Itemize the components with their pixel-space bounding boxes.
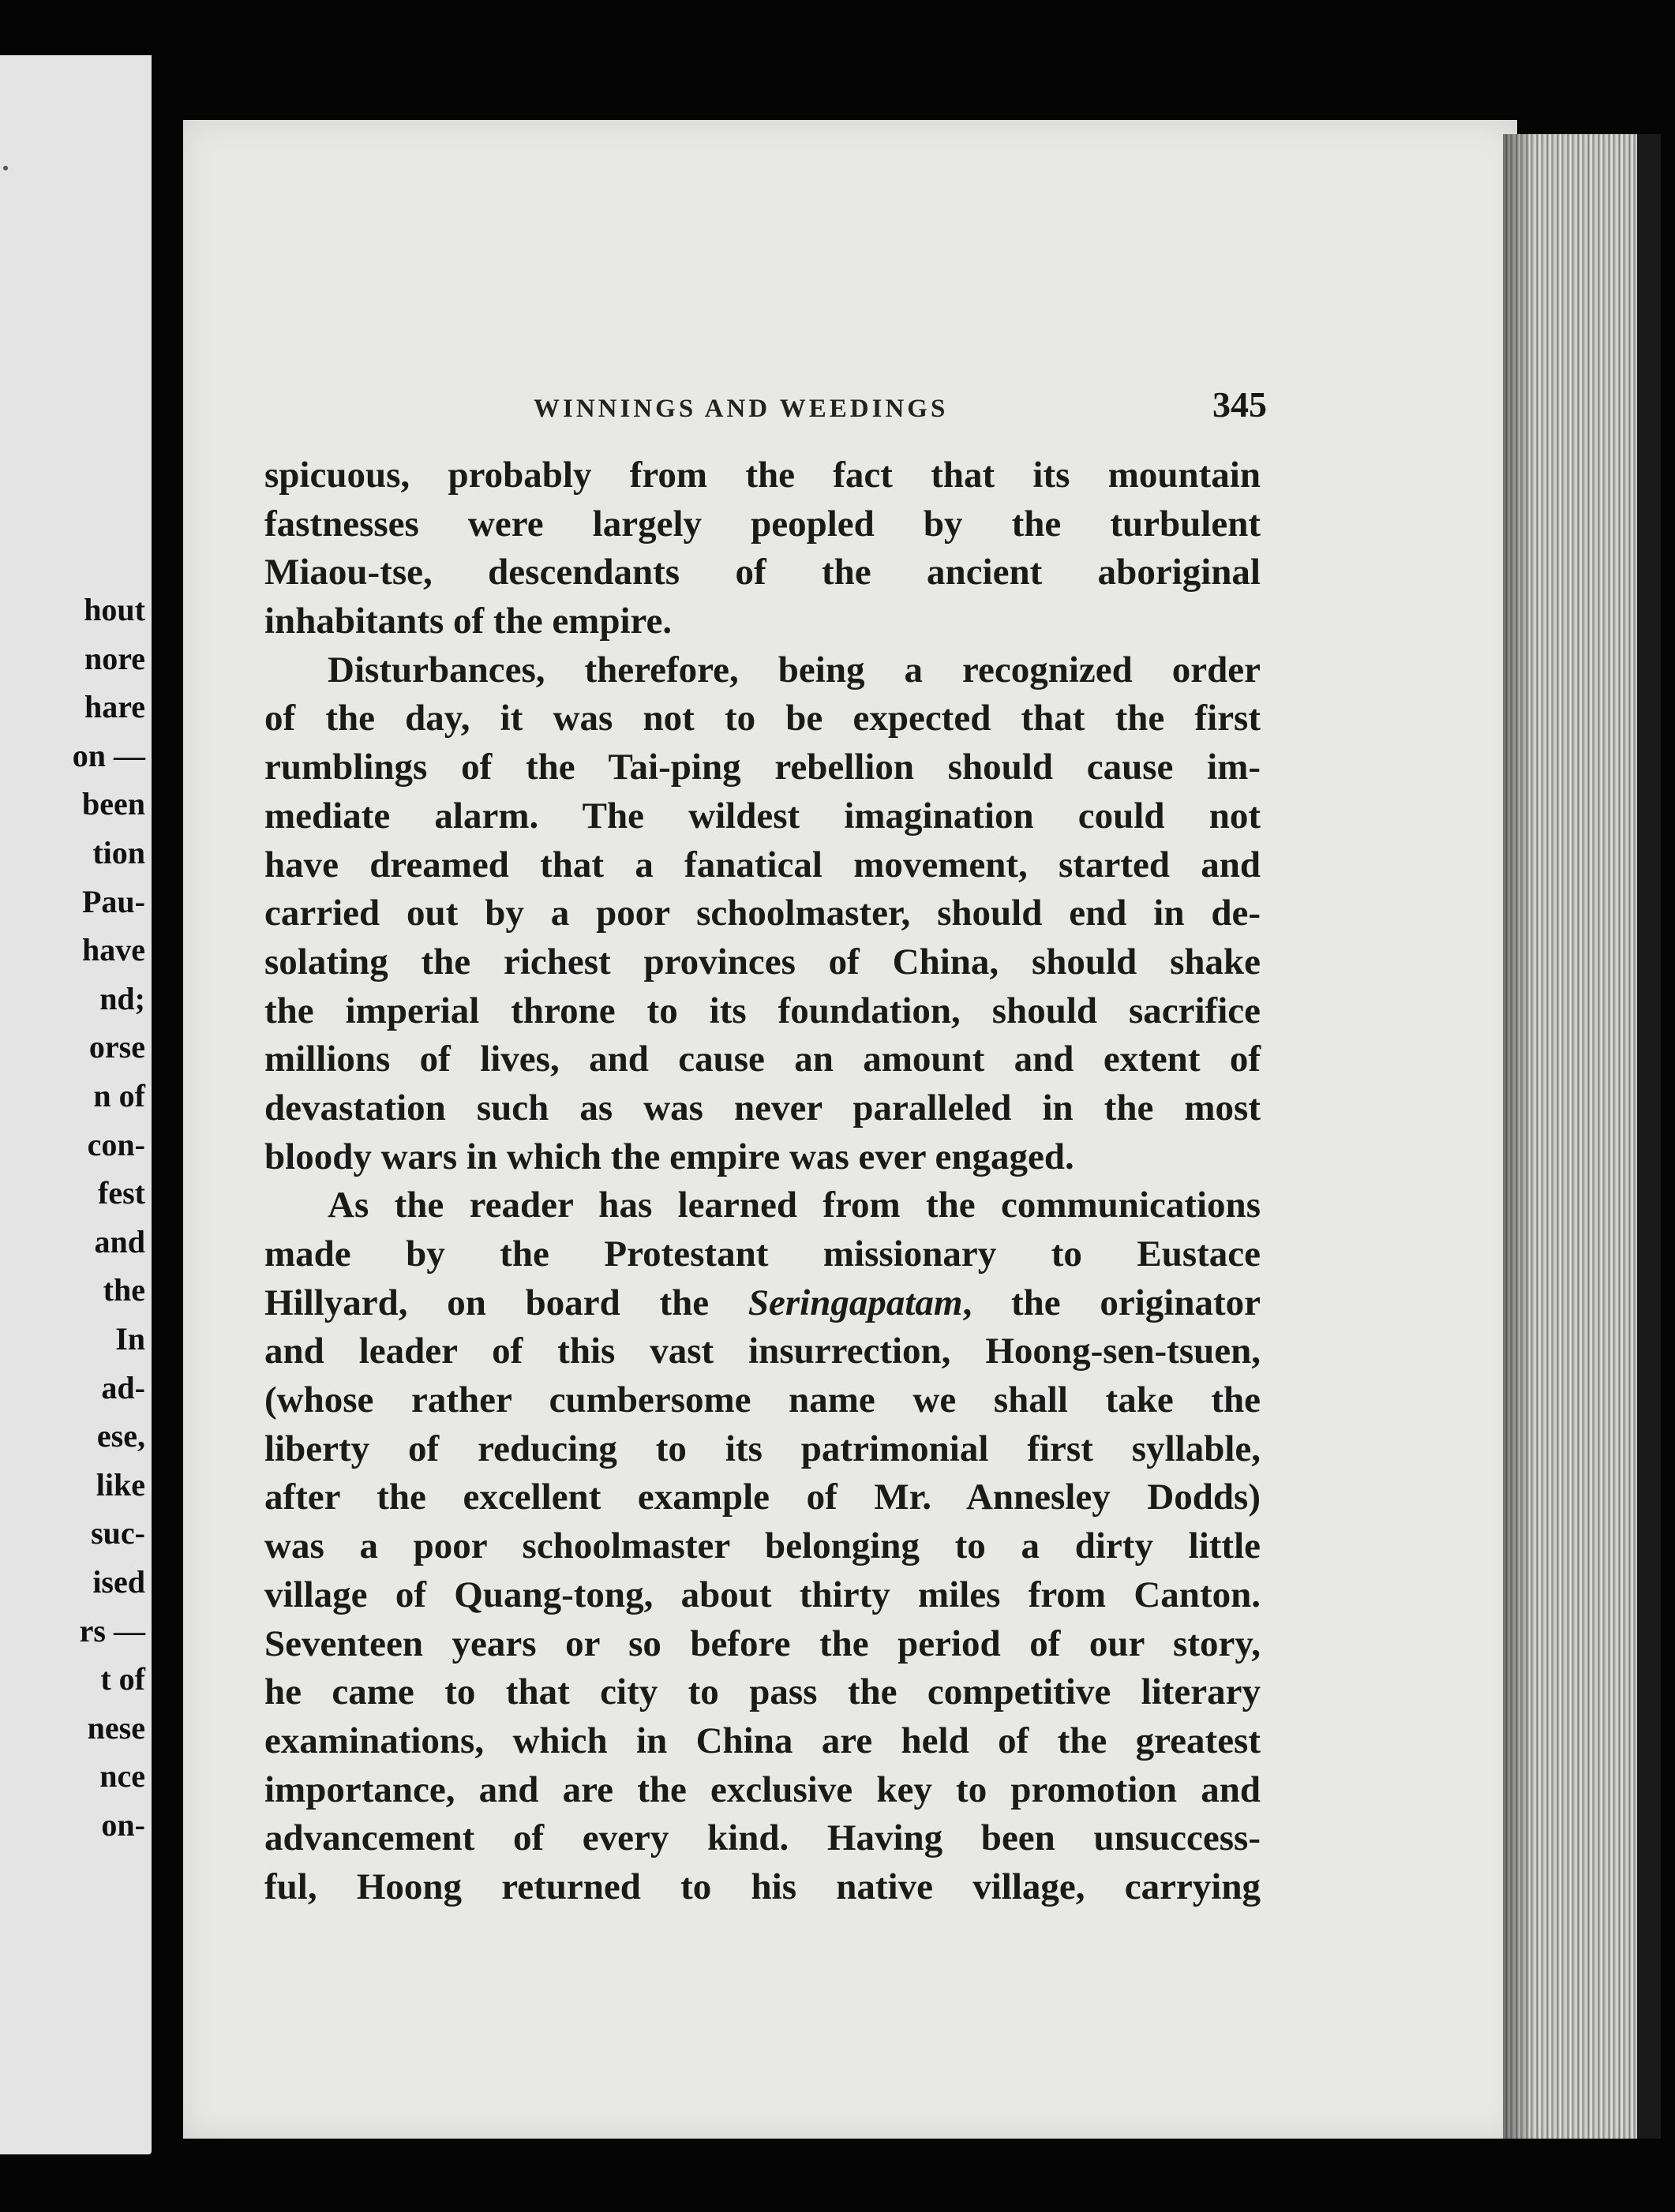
text-line: millions of lives, and cause an amount and extent of [264,1039,1261,1080]
page-header [355,384,1267,434]
left-page-fragment: been [82,786,145,822]
left-page-fragment: orse [88,1029,145,1065]
left-page-fragment: hare [84,689,145,725]
left-page-fragment: ad- [101,1369,145,1405]
text-line: mediate alarm. The wildest imagination could not [264,795,1261,837]
left-page-fragment: In [115,1321,145,1357]
text-line: importance, and are the exclusive key to promotion and [264,1768,1261,1810]
text-line: Disturbances, therefore, being a recognized order [328,649,1261,691]
text-line: examinations, which in China are held of the greatest [264,1720,1261,1761]
text-segment: , the originator [962,1282,1261,1323]
text-line: rumblings of the Tai-ping rebellion should cause im- [264,747,1261,788]
text-line: Seventeen years or so before the period of our story, [264,1623,1261,1664]
text-segment: Hillyard, on board the [264,1282,748,1323]
text-line: the imperial throne to its foundation, should sacrifice [264,990,1261,1031]
ship-name: Seringapatam [748,1282,963,1323]
text-line: he came to that city to pass the competitive literary [264,1671,1261,1713]
text-line: was a poor schoolmaster belonging to a dirty little [264,1525,1261,1567]
left-page-fragment: con- [87,1126,145,1162]
text-line: devastation such as was never paralleled in the most [264,1087,1261,1128]
text-line: solating the richest provinces of China, should shake [264,941,1261,982]
left-page-fragment: on- [101,1807,145,1843]
text-line: and leader of this vast insurrection, Hoong-sen-tsuen, [264,1331,1261,1372]
text-line: made by the Protestant missionary to Eustace [264,1233,1261,1274]
left-page-fragment: ese, [96,1418,145,1454]
text-line: inhabitants of the empire. [264,601,673,642]
left-page-fragment: nd; [99,980,145,1016]
left-page-fragment: rs — [79,1612,145,1649]
text-line: fastnesses were largely peopled by the turbulent [264,503,1261,545]
text-line: after the excellent example of Mr. Annesley Dodds) [264,1477,1261,1518]
left-facing-page [0,55,152,2154]
text-line: carried out by a poor schoolmaster, should end in de- [264,893,1261,934]
left-page-fragment: nore [84,640,145,676]
left-page-fragment: have [82,932,145,968]
text-line: of the day, it was not to be expected that the first [264,698,1261,739]
text-line: bloody wars in which the empire was ever engaged. [264,1136,1074,1177]
left-page-fragment: on — [72,737,145,773]
text-line: village of Quang-tong, about thirty miles from Canton. [264,1574,1261,1615]
page-number: 345 [1212,384,1267,425]
text-line: Miaou-tse, descendants of the ancient aboriginal [264,552,1261,593]
left-page-fragment: Pau- [82,883,145,919]
text-line: (whose rather cumbersome name we shall take the [264,1379,1261,1421]
left-page-fragment: nce [99,1758,145,1795]
text-line: ful, Hoong returned to his native village, carrying [264,1866,1261,1907]
left-page-fragment: ised [92,1564,145,1600]
text-line [264,1279,1261,1328]
left-page-fragment: hout [84,592,145,627]
left-page-fragment: suc- [91,1515,145,1551]
left-page-fragment: like [96,1466,145,1503]
left-page-fragment: the [103,1272,145,1308]
text-line: liberty of reducing to its patrimonial first syllable, [264,1428,1261,1469]
text-line: advancement of every kind. Having been unsuccess- [264,1817,1261,1859]
left-page-fragment: t of [100,1661,145,1697]
left-page-fragment: n of [93,1078,145,1113]
left-page-fragment: fest [98,1175,145,1211]
left-page-fragment: tion [92,835,145,870]
body-text [264,451,1261,1912]
text-line: have dreamed that a fanatical movement, started and [264,844,1261,885]
page-edges [1503,134,1661,2139]
text-line: spicuous, probably from the fact that its mountain [264,455,1261,496]
left-page-fragment: and [94,1223,145,1259]
ink-speck [3,166,8,170]
text-line: As the reader has learned from the communications [328,1185,1261,1226]
running-head: WINNINGS AND WEEDINGS [534,395,949,423]
left-page-fragment: nese [87,1709,145,1746]
